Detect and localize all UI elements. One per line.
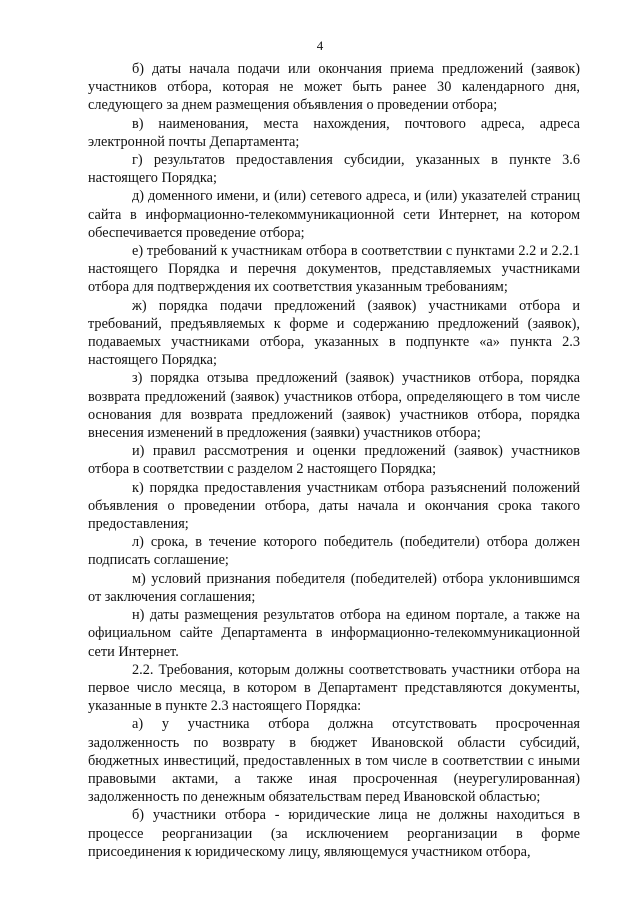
paragraph-zh-submission: ж) порядка подачи предложений (заявок) участниками отбора и требований, предъявляемых к форме и содержанию предложений (заявок), подаваемых участниками отбора, указанных в подпункте «а» пункта 2.3 настоящего Порядка; bbox=[88, 297, 580, 369]
paragraph-d-domain: д) доменного имени, и (или) сетевого адреса, и (или) указателей страниц сайта в информационно-телекоммуникационной сети Интернет, на котором обеспечивается проведение отбора; bbox=[88, 188, 580, 241]
paragraph-m-evasion: м) условий признания победителя (победителей) отбора уклонившимся от заключения соглашения; bbox=[88, 570, 580, 605]
paragraph-b-dates: б) даты начала подачи или окончания приема предложений (заявок) участников отбора, которая не может быть ранее 30 календарного дня, следующего за днем размещения объявления о проведении отбора; bbox=[88, 61, 580, 114]
paragraph-z-withdrawal: з) порядка отзыва предложений (заявок) участников отбора, порядка возврата предложений (заявок) участников отбора, определяющего в том числе основания для возврата предложений (заявок) участников отбора, порядка внесения изменений в предложения (заявки) участников отбора; bbox=[88, 370, 580, 442]
document-body bbox=[88, 60, 580, 861]
paragraph-i-evaluation: и) правил рассмотрения и оценки предложений (заявок) участников отбора в соответствии с разделом 2 настоящего Порядка; bbox=[88, 443, 580, 478]
paragraph-2-2-requirements: 2.2. Требования, которым должны соответствовать участники отбора на первое число месяца, в котором в Департамент представляются документы, указанные в пункте 2.3 настоящего Порядка: bbox=[88, 661, 580, 715]
paragraph-k-clarifications: к) порядка предоставления участникам отбора разъяснений положений объявления о проведении отбора, даты начала и окончания срока такого предоставления; bbox=[88, 479, 580, 533]
paragraph-v-department-address: в) наименования, места нахождения, почтового адреса, адреса электронной почты Департамента; bbox=[88, 115, 580, 150]
paragraph-e-requirements: е) требований к участникам отбора в соответствии с пунктами 2.2 и 2.2.1 настоящего Порядка и перечня документов, представляемых участниками отбора для подтверждения их соответствия указанным требованиям; bbox=[88, 243, 580, 296]
paragraph-g-results: г) результатов предоставления субсидии, указанных в пункте 3.6 настоящего Порядка; bbox=[88, 152, 580, 187]
paragraph-n-results-publication: н) даты размещения результатов отбора на едином портале, а также на официальном сайте Департамента в информационно-телекоммуникационной сети Интернет. bbox=[88, 607, 580, 660]
paragraph-l-signing-term: л) срока, в течение которого победитель (победители) отбора должен подписать соглашение; bbox=[88, 534, 580, 569]
paragraph-a-debt: а) у участника отбора должна отсутствовать просроченная задолженность по возврату в бюджет Ивановской области субсидий, бюджетных инвестиций, предоставленных в том числе в соответствии с иными правовыми актами, а также иная просроченная (неурегулированная) задолженность по денежным обязательствам перед Ивановской областью; bbox=[88, 716, 580, 806]
page-number: 4 bbox=[316, 38, 324, 53]
paragraph-b-reorganization: б) участники отбора - юридические лица не должны находиться в процессе реорганизации (за исключением реорганизации в форме присоединения к юридическому лицу, являющемуся участником отбора, bbox=[88, 807, 580, 860]
